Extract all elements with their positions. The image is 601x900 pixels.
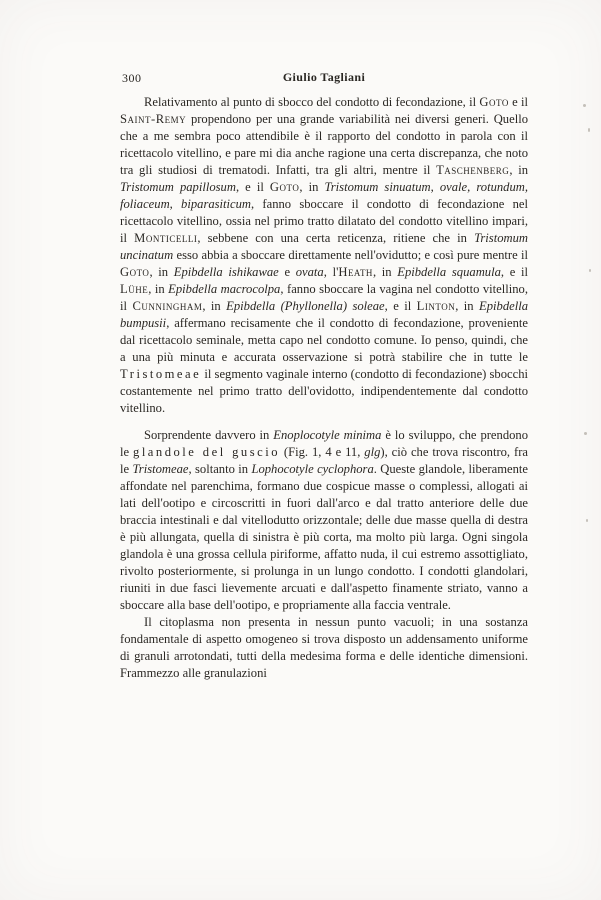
text-run: e	[278, 265, 296, 279]
text-run: e il	[508, 95, 528, 109]
text-run: . Queste glandole, liberamente affondate nel parenchima, formano due cospicue masse o complessi, allogati ai lati dell'ootipo e circoscritti in fuori dall'arco e dal tratto anteriore delle due braccia intestinali e dal vitellodutto orizzontale; delle due masse quella di destra è più allungata, quella di sinistra è più corta, ma molto più larga. Ogni singola glandola è una grossa cellula piriforme, affatto nuda, il cui estremo assottigliato, rivolto posteriormente, si prolunga in un lungo condotto. I condotti glandolari, riuniti in due fasci lievemente arcuati e dall'aspetto finamente striato, vanno a sboccare alla base dell'ootipo, e propriamente alla faccia ventrale.	[120, 462, 528, 612]
text-run: Tristomeae	[120, 367, 202, 381]
text-run: propendono per una grande variabilità nei diversi generi. Quello che a me sembra poco attendibile è il rapporto del condotto in parola con il ricettacolo vitellino, e pare mi dia anche ragione una certa discrepanza, che noto tra gli studiosi di trematodi. Infatti, tra gli altri, mentre il	[120, 112, 528, 177]
text-run: Tristomum uncinatum	[120, 231, 528, 262]
text-run: , in	[149, 265, 174, 279]
text-run: ), ciò che trova riscontro, fra le	[120, 445, 528, 476]
text-run: Sorprendente davvero in	[144, 428, 274, 442]
text-run: glg	[364, 445, 381, 459]
text-run: Saint-Remy	[120, 112, 187, 126]
text-run: Tristomum sinuatum, ovale, rotundum, foliaceum, biparasiticum	[120, 180, 528, 211]
text-run: glandole del guscio	[133, 445, 280, 459]
text-run: il segmento vaginale interno (condotto di fecondazione) sbocchi costantemente nel primo tratto dell'ovidotto, indipendentemente dal condotto vitellino.	[120, 367, 528, 415]
text-run: , sebbene con una certa reticenza, ritiene che in	[197, 231, 475, 245]
text-run: , in	[372, 265, 398, 279]
scan-artifact	[583, 104, 586, 107]
text-run: , affermano recisamente che il condotto di fecondazione, proveniente dal ricettacolo seminale, metta capo nel condotto comune. Io penso, quindi, che a una più minuta e accurata osservazione si potrà stabilire che in tutte le	[120, 316, 528, 364]
text-run: Goto	[120, 265, 150, 279]
text-run: , in	[455, 299, 480, 313]
text-run: , e il	[500, 265, 528, 279]
text-run: Lühe	[120, 282, 149, 296]
text-run: , in	[202, 299, 227, 313]
text-run: Tristomeae	[132, 462, 189, 476]
scan-artifact	[586, 519, 588, 522]
text-run: Lophocotyle cyclophora	[251, 462, 374, 476]
text-run: Goto	[479, 95, 509, 109]
text-run: , fanno sboccare il condotto di fecondazione nel ricettacolo vitellino, ossia nel primo tratto dilatato del condotto vitellino impari, il	[120, 197, 528, 245]
text-run: Epibdella bumpusii	[120, 299, 528, 330]
text-run: Relativamento al punto di sbocco del condotto di fecondazione, il	[144, 95, 480, 109]
scan-artifact	[584, 432, 587, 435]
text-run: , fanno sboccare la vagina nel condotto vitellino, il	[120, 282, 528, 313]
paragraph	[120, 94, 528, 417]
text-run: Epibdella (Phyllonella) soleae	[226, 299, 385, 313]
text-run: , in	[509, 163, 529, 177]
text-run: Epibdella macrocolpa	[168, 282, 281, 296]
text-run: Monticelli	[134, 231, 198, 245]
text-run: Enoplocotyle minima	[273, 428, 382, 442]
text-run: Heath	[338, 265, 373, 279]
running-title: Giulio Tagliani	[282, 70, 366, 84]
text-run: , e il	[235, 180, 270, 194]
scan-artifact	[588, 128, 590, 132]
paragraph	[120, 427, 528, 614]
text-run: è lo sviluppo, che prendono le	[120, 428, 529, 459]
text-run: ovata	[295, 265, 324, 279]
text-run: , l'	[323, 265, 339, 279]
text-run: Goto	[269, 180, 300, 194]
page-header	[120, 70, 528, 88]
text-run: Epibdella squamula	[397, 265, 501, 279]
page-number: 300	[122, 71, 142, 85]
text-run: Linton	[416, 299, 456, 313]
text-run: Tristomum papillosum	[120, 180, 236, 194]
text-run: , in	[299, 180, 325, 194]
scan-artifact	[589, 269, 591, 272]
text-run: Taschenberg	[436, 163, 510, 177]
page-body	[120, 94, 528, 682]
text-run: Epibdella ishikawae	[173, 265, 279, 279]
text-run: Cunningham	[132, 299, 203, 313]
paragraph	[120, 614, 528, 682]
text-run: esso abbia a sboccare direttamente nell'ovidutto; e così pure mentre il	[173, 248, 528, 262]
text-run: (Fig. 1, 4 e 11,	[280, 445, 365, 459]
text-run: , soltanto in	[188, 462, 252, 476]
text-run: , e il	[384, 299, 417, 313]
text-run: , in	[148, 282, 169, 296]
text-run: Il citoplasma non presenta in nessun punto vacuoli; in una sostanza fondamentale di aspetto omogeneo si trova disposto un addensamento uniforme di granuli arrotondati, tutti della medesima forma e delle identiche dimensioni. Frammezzo alle granulazioni	[120, 615, 528, 680]
